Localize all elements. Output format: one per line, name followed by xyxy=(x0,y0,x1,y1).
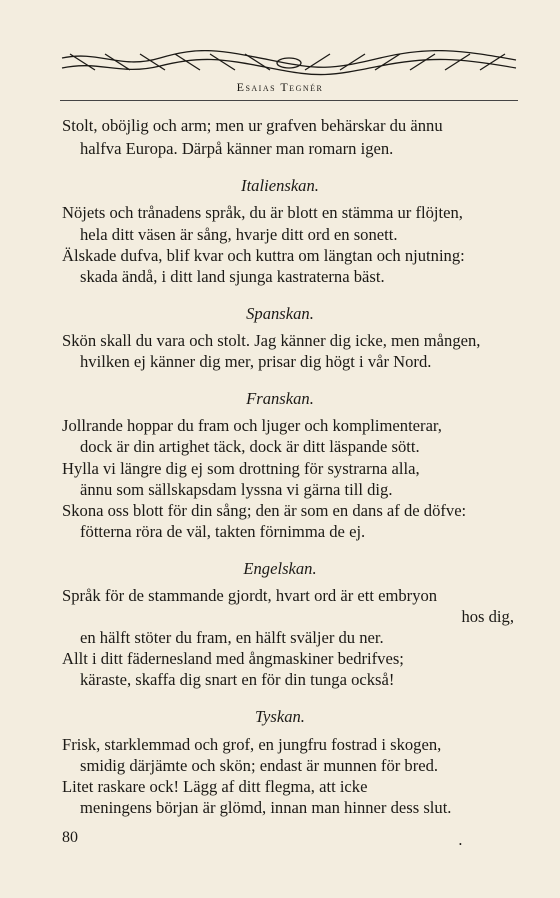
poem-line: Frisk, starklemmad och grof, en jungfru fostrad i skogen, xyxy=(62,735,442,754)
poem-line: skada ändå, i ditt land sjunga kastraterna bäst. xyxy=(80,267,385,286)
poem-line: Hylla vi längre dig ej som drottning för systrarna alla, xyxy=(62,459,420,478)
poem-line: käraste, skaffa dig snart en för din tunga också! xyxy=(80,670,395,689)
section-heading: Spanskan. xyxy=(246,304,314,323)
header-rule xyxy=(60,100,518,101)
poem-line: Språk för de stammande gjordt, hvart ord är ett embryon xyxy=(62,586,438,605)
poem-line: Jollrande hoppar du fram och ljuger och komplimenterar, xyxy=(62,416,442,435)
poem-line: meningens början är glömd, innan man hinner dess slut. xyxy=(80,798,452,817)
page-number: 80 xyxy=(62,829,78,846)
poem-line: halfva Europa. Därpå känner man romarn igen. xyxy=(80,139,394,158)
poem-line: Litet raskare ock! Lägg af ditt flegma, att icke xyxy=(62,777,368,796)
section-heading: Franskan. xyxy=(246,389,314,408)
poem-line: Allt i ditt fädernesland med ångmaskiner bedrifves; xyxy=(62,649,404,668)
poem-line: Skön skall du vara och stolt. Jag känner dig icke, men mången, xyxy=(62,331,481,350)
poem-line: hvilken ej känner dig mer, prisar dig högt i vår Nord. xyxy=(80,352,432,371)
section-heading: Engelskan. xyxy=(243,559,317,578)
poem-line: ännu som sällskapsdam lyssna vi gärna till dig. xyxy=(80,480,393,499)
section-heading: Tyskan. xyxy=(255,707,305,726)
poem-line-continuation: hos dig, xyxy=(461,607,514,626)
poem-line: hela ditt väsen är sång, hvarje ditt ord en sonett. xyxy=(80,225,398,244)
poem-line: Älskade dufva, blif kvar och kuttra om längtan och njutning: xyxy=(62,246,465,265)
section-heading: Italienskan. xyxy=(241,176,319,195)
poem-line: Nöjets och trånadens språk, du är blott en stämma ur flöjten, xyxy=(62,203,463,222)
poem-line: smidig därjämte och skön; endast är munnen för bred. xyxy=(80,756,439,775)
poem-line: en hälft stöter du fram, en hälft sväljer du ner. xyxy=(80,628,384,647)
poem-line: Skona oss blott för din sång; den är som en dans af de döfve: xyxy=(62,501,467,520)
running-head: Esaias Tegnér xyxy=(236,80,324,94)
poem-line: dock är din artighet täck, dock är ditt läspande sött. xyxy=(80,437,420,456)
poem-line: Stolt, oböjlig och arm; men ur grafven behärskar du ännu xyxy=(62,116,443,135)
decorative-header-ornament xyxy=(60,50,518,76)
printer-mark: • xyxy=(459,840,462,849)
poem-line: fötterna röra de väl, takten förnimma de ej. xyxy=(80,522,366,541)
